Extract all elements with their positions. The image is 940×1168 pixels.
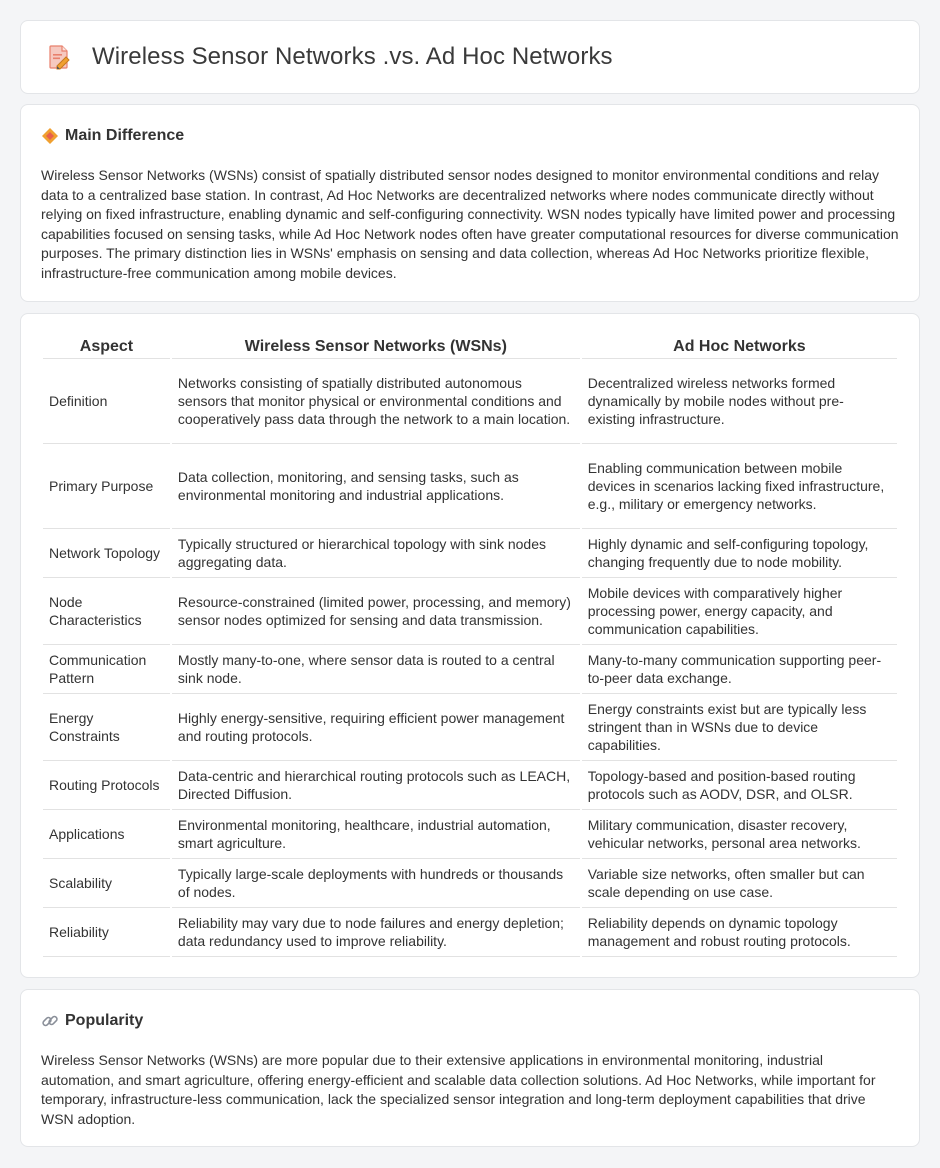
main-difference-card <box>20 104 920 302</box>
table-row <box>43 908 897 957</box>
row-wsn: Typically structured or hierarchical topology with sink nodes aggregating data. <box>172 529 580 578</box>
table-row <box>43 578 897 645</box>
row-aspect: Reliability <box>43 908 170 957</box>
row-aspect: Primary Purpose <box>43 444 170 529</box>
page-title: Wireless Sensor Networks .vs. Ad Hoc Networks <box>92 43 613 70</box>
row-wsn: Typically large-scale deployments with hundreds or thousands of nodes. <box>172 859 580 908</box>
row-aspect: Definition <box>43 359 170 444</box>
header-aspect: Aspect <box>43 332 170 359</box>
row-adhoc: Reliability depends on dynamic topology management and robust routing protocols. <box>582 908 897 957</box>
row-aspect: Energy Constraints <box>43 694 170 761</box>
table-row <box>43 694 897 761</box>
row-wsn: Reliability may vary due to node failures and energy depletion; data redundancy used to improve reliability. <box>172 908 580 957</box>
row-adhoc: Military communication, disaster recovery, vehicular networks, personal area networks. <box>582 810 897 859</box>
row-aspect: Network Topology <box>43 529 170 578</box>
comparison-table <box>41 332 899 957</box>
popularity-card <box>20 989 920 1147</box>
row-aspect: Applications <box>43 810 170 859</box>
table-row <box>43 359 897 444</box>
header-adhoc: Ad Hoc Networks <box>582 332 897 359</box>
row-wsn: Resource-constrained (limited power, processing, and memory) sensor nodes optimized for sensing and data transmission. <box>172 578 580 645</box>
popularity-text: Wireless Sensor Networks (WSNs) are more popular due to their extensive applications in environmental monitoring, industrial automation, and smart agriculture, offering energy-efficient and scalable data collection solutions. Ad Hoc Networks, while important for temporary, infrastructure-less communication, lack the specialized sensor integration and long-term deployment capabilities that drive WSN adoption. <box>41 1052 876 1127</box>
row-wsn: Mostly many-to-one, where sensor data is routed to a central sink node. <box>172 645 580 694</box>
link-icon <box>41 1012 59 1030</box>
row-aspect: Communication Pattern <box>43 645 170 694</box>
row-wsn: Data collection, monitoring, and sensing tasks, such as environmental monitoring and industrial applications. <box>172 444 580 529</box>
header-wsn: Wireless Sensor Networks (WSNs) <box>172 332 580 359</box>
row-aspect: Routing Protocols <box>43 761 170 810</box>
title-row <box>45 43 613 71</box>
row-wsn: Highly energy-sensitive, requiring efficient power management and routing protocols. <box>172 694 580 761</box>
main-difference-text: Wireless Sensor Networks (WSNs) consist of spatially distributed sensor nodes designed to monitor environmental conditions and relay data to a centralized base station. In contrast, Ad Hoc Networks are decentralized networks where nodes communicate directly without relying on fixed infrastructure, enabling dynamic and self-configuring connectivity. WSN nodes typically have limited power and processing capabilities focused on sensing tasks, while Ad Hoc Network nodes often have greater computational resources for diverse communication purposes. The primary distinction lies in WSNs' emphasis on sensing and data collection, whereas Ad Hoc Networks prioritize flexible, infrastructure-free communication among mobile devices. <box>41 167 899 281</box>
row-adhoc: Mobile devices with comparatively higher processing power, energy capacity, and communication capabilities. <box>582 578 897 645</box>
table-row <box>43 810 897 859</box>
diamond-icon <box>41 127 59 145</box>
table-row <box>43 444 897 529</box>
row-wsn: Environmental monitoring, healthcare, industrial automation, smart agriculture. <box>172 810 580 859</box>
row-wsn: Networks consisting of spatially distributed autonomous sensors that monitor physical or environmental conditions and cooperatively pass data through the network to a main location. <box>172 359 580 444</box>
table-row <box>43 859 897 908</box>
popularity-title: Popularity <box>65 1012 144 1029</box>
table-row <box>43 645 897 694</box>
document-pencil-icon <box>45 43 73 71</box>
row-adhoc: Highly dynamic and self-configuring topology, changing frequently due to node mobility. <box>582 529 897 578</box>
row-adhoc: Variable size networks, often smaller but can scale depending on use case. <box>582 859 897 908</box>
row-adhoc: Topology-based and position-based routing protocols such as AODV, DSR, and OLSR. <box>582 761 897 810</box>
row-aspect: Scalability <box>43 859 170 908</box>
main-difference-title: Main Difference <box>65 127 185 144</box>
main-difference-header <box>41 127 184 145</box>
table-row <box>43 761 897 810</box>
row-adhoc: Many-to-many communication supporting peer-to-peer data exchange. <box>582 645 897 694</box>
comparison-card <box>20 313 920 978</box>
table-row <box>43 529 897 578</box>
row-aspect: Node Characteristics <box>43 578 170 645</box>
row-adhoc: Enabling communication between mobile devices in scenarios lacking fixed infrastructure, e.g., military or emergency networks. <box>582 444 897 529</box>
row-wsn: Data-centric and hierarchical routing protocols such as LEACH, Directed Diffusion. <box>172 761 580 810</box>
popularity-header <box>41 1012 143 1030</box>
title-card <box>20 20 920 94</box>
table-header-row <box>43 332 897 359</box>
row-adhoc: Decentralized wireless networks formed dynamically by mobile nodes without pre-existing infrastructure. <box>582 359 897 444</box>
row-adhoc: Energy constraints exist but are typically less stringent than in WSNs due to device capabilities. <box>582 694 897 761</box>
